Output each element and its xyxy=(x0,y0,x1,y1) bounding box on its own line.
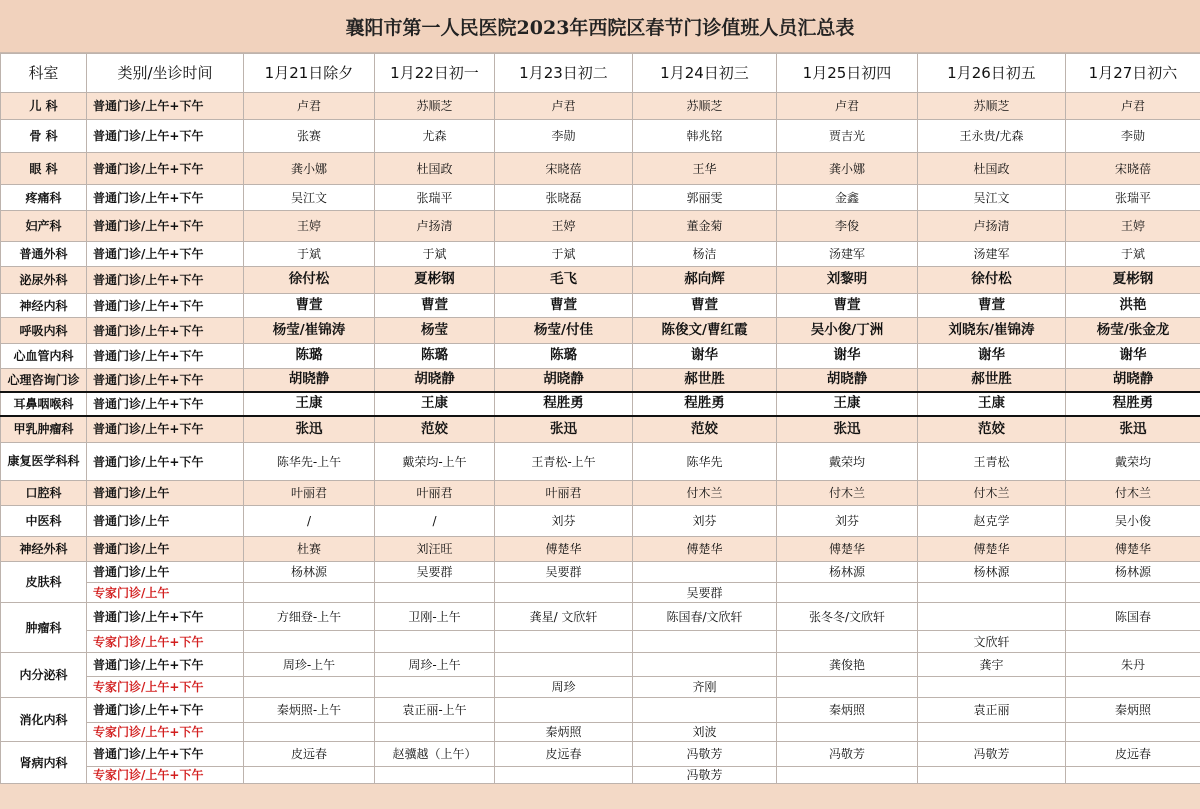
duty-cell: 朱丹 xyxy=(1066,653,1200,677)
duty-cell: 汤建军 xyxy=(918,242,1066,267)
duty-cell xyxy=(918,723,1066,742)
duty-cell: 齐刚 xyxy=(633,677,777,698)
duty-cell: 吴要群 xyxy=(495,562,633,583)
duty-cell: 谢华 xyxy=(1066,344,1200,369)
table-row xyxy=(1,185,1200,211)
duty-cell: 张晓磊 xyxy=(495,185,633,211)
header-row xyxy=(1,54,1200,93)
duty-cell xyxy=(495,631,633,653)
duty-cell: 陈华先 xyxy=(633,443,777,481)
department-cell: 骨 科 xyxy=(1,120,87,153)
table-row xyxy=(1,294,1200,318)
duty-cell: 张迅 xyxy=(777,416,918,443)
department-cell: 泌尿外科 xyxy=(1,267,87,294)
clinic-type-cell: 普通门诊/上午+下午 xyxy=(87,93,244,120)
duty-cell: 张瑞平 xyxy=(1066,185,1200,211)
duty-cell: 曹萱 xyxy=(633,294,777,318)
duty-cell: 龚俊艳 xyxy=(777,653,918,677)
duty-cell xyxy=(1066,723,1200,742)
table-row xyxy=(1,392,1200,416)
duty-cell: 胡晓静 xyxy=(375,369,495,392)
duty-cell: 胡晓静 xyxy=(495,369,633,392)
duty-cell: 刘芬 xyxy=(495,506,633,537)
duty-cell: 周珍-上午 xyxy=(244,653,375,677)
duty-cell xyxy=(1066,677,1200,698)
duty-cell xyxy=(633,653,777,677)
duty-cell: 陈俊文/曹红霞 xyxy=(633,318,777,344)
duty-cell: 王康 xyxy=(375,392,495,416)
duty-cell: 苏顺芝 xyxy=(633,93,777,120)
table-row xyxy=(1,153,1200,185)
duty-cell xyxy=(777,723,918,742)
clinic-type-cell: 专家门诊/上午+下午 xyxy=(87,631,244,653)
duty-cell: 方细登-上午 xyxy=(244,603,375,631)
department-cell: 儿 科 xyxy=(1,93,87,120)
table-row xyxy=(1,93,1200,120)
duty-cell xyxy=(633,698,777,723)
duty-cell: 吴要群 xyxy=(633,583,777,603)
table-row xyxy=(1,723,1200,742)
clinic-type-cell: 普通门诊/上午+下午 xyxy=(87,443,244,481)
duty-cell: 赵骥越（上午） xyxy=(375,742,495,767)
clinic-type-cell: 普通门诊/上午+下午 xyxy=(87,416,244,443)
clinic-type-cell: 普通门诊/上午+下午 xyxy=(87,318,244,344)
clinic-type-cell: 普通门诊/上午+下午 xyxy=(87,153,244,185)
clinic-type-cell: 普通门诊/上午+下午 xyxy=(87,369,244,392)
table-row xyxy=(1,242,1200,267)
clinic-type-cell: 普通门诊/上午+下午 xyxy=(87,211,244,242)
duty-cell: 张瑞平 xyxy=(375,185,495,211)
duty-cell: 卢君 xyxy=(495,93,633,120)
table-row xyxy=(1,562,1200,583)
duty-cell xyxy=(244,677,375,698)
duty-cell: 郭丽雯 xyxy=(633,185,777,211)
duty-cell: 王婷 xyxy=(1066,211,1200,242)
duty-cell: 于斌 xyxy=(375,242,495,267)
duty-cell: 卢君 xyxy=(1066,93,1200,120)
duty-cell: 陈璐 xyxy=(244,344,375,369)
duty-cell: 陈华先-上午 xyxy=(244,443,375,481)
duty-cell: 傅楚华 xyxy=(777,537,918,562)
duty-cell: 刘波 xyxy=(633,723,777,742)
duty-cell: 龚小娜 xyxy=(777,153,918,185)
duty-cell: 吴江文 xyxy=(244,185,375,211)
duty-cell: 范姣 xyxy=(375,416,495,443)
duty-cell: 皮远春 xyxy=(244,742,375,767)
duty-cell: 付木兰 xyxy=(1066,481,1200,506)
duty-cell: 卢君 xyxy=(244,93,375,120)
duty-cell: 徐付松 xyxy=(918,267,1066,294)
table-row xyxy=(1,369,1200,392)
clinic-type-cell: 普通门诊/上午+下午 xyxy=(87,267,244,294)
department-cell: 疼痛科 xyxy=(1,185,87,211)
clinic-type-cell: 普通门诊/上午+下午 xyxy=(87,242,244,267)
duty-cell: 杜国政 xyxy=(918,153,1066,185)
table-row xyxy=(1,653,1200,677)
department-cell: 康复医学科科 xyxy=(1,443,87,481)
duty-cell xyxy=(244,767,375,784)
duty-cell xyxy=(918,603,1066,631)
duty-cell: 苏顺芝 xyxy=(918,93,1066,120)
duty-cell: 叶丽君 xyxy=(375,481,495,506)
department-cell: 神经内科 xyxy=(1,294,87,318)
duty-cell xyxy=(1066,767,1200,784)
table-row xyxy=(1,344,1200,369)
clinic-type-cell: 普通门诊/上午+下午 xyxy=(87,185,244,211)
duty-cell: 杨林源 xyxy=(244,562,375,583)
duty-cell: 冯敬芳 xyxy=(633,767,777,784)
duty-cell: 谢华 xyxy=(918,344,1066,369)
department-cell: 眼 科 xyxy=(1,153,87,185)
duty-cell: 周珍-上午 xyxy=(375,653,495,677)
department-cell: 心理咨询门诊 xyxy=(1,369,87,392)
duty-cell: 冯敬芳 xyxy=(777,742,918,767)
duty-cell: 杜赛 xyxy=(244,537,375,562)
duty-cell: 冯敬芳 xyxy=(918,742,1066,767)
duty-cell: 张赛 xyxy=(244,120,375,153)
duty-cell: 陈国春/文欣轩 xyxy=(633,603,777,631)
table-row xyxy=(1,603,1200,631)
table-row xyxy=(1,120,1200,153)
clinic-type-cell: 普通门诊/上午 xyxy=(87,562,244,583)
duty-cell: 付木兰 xyxy=(918,481,1066,506)
department-cell: 肿瘤科 xyxy=(1,603,87,653)
duty-cell: 戴荣均 xyxy=(1066,443,1200,481)
table-row xyxy=(1,416,1200,443)
duty-cell: 张冬冬/文欣轩 xyxy=(777,603,918,631)
table-row xyxy=(1,742,1200,767)
duty-cell xyxy=(244,723,375,742)
duty-cell: 于斌 xyxy=(495,242,633,267)
duty-cell xyxy=(495,653,633,677)
duty-cell: 谢华 xyxy=(633,344,777,369)
column-header: 1月26日初五 xyxy=(918,54,1066,93)
duty-cell: 尤森 xyxy=(375,120,495,153)
duty-cell: 程胜勇 xyxy=(495,392,633,416)
table-row xyxy=(1,767,1200,784)
duty-cell: 曹萱 xyxy=(375,294,495,318)
duty-cell: 程胜勇 xyxy=(1066,392,1200,416)
duty-cell: 卢扬清 xyxy=(918,211,1066,242)
duty-cell: 张迅 xyxy=(1066,416,1200,443)
table-row xyxy=(1,481,1200,506)
column-header: 1月25日初四 xyxy=(777,54,918,93)
duty-cell: 郝世胜 xyxy=(918,369,1066,392)
duty-cell: 杨莹 xyxy=(375,318,495,344)
clinic-type-cell: 专家门诊/上午+下午 xyxy=(87,677,244,698)
duty-cell: 陈璐 xyxy=(375,344,495,369)
clinic-type-cell: 普通门诊/上午 xyxy=(87,481,244,506)
department-cell: 消化内科 xyxy=(1,698,87,742)
duty-cell xyxy=(375,631,495,653)
column-header: 类别/坐诊时间 xyxy=(87,54,244,93)
duty-cell: 傅楚华 xyxy=(918,537,1066,562)
clinic-type-cell: 普通门诊/上午+下午 xyxy=(87,344,244,369)
duty-cell: 刘芬 xyxy=(633,506,777,537)
duty-cell: 洪艳 xyxy=(1066,294,1200,318)
duty-table xyxy=(0,53,1200,784)
duty-cell: 周珍 xyxy=(495,677,633,698)
duty-cell: 傅楚华 xyxy=(1066,537,1200,562)
duty-cell xyxy=(777,677,918,698)
duty-cell: 夏彬钢 xyxy=(1066,267,1200,294)
clinic-type-cell: 普通门诊/上午+下午 xyxy=(87,653,244,677)
duty-cell: 龚星/ 文欣轩 xyxy=(495,603,633,631)
duty-cell: 卫刚-上午 xyxy=(375,603,495,631)
clinic-type-cell: 普通门诊/上午 xyxy=(87,537,244,562)
column-header: 科室 xyxy=(1,54,87,93)
duty-cell: 叶丽君 xyxy=(495,481,633,506)
table-row xyxy=(1,267,1200,294)
duty-cell xyxy=(244,583,375,603)
duty-cell: 苏顺芝 xyxy=(375,93,495,120)
duty-cell xyxy=(633,562,777,583)
duty-cell: 董金菊 xyxy=(633,211,777,242)
duty-cell: 王华 xyxy=(633,153,777,185)
duty-cell: 夏彬钢 xyxy=(375,267,495,294)
duty-cell: 戴荣均-上午 xyxy=(375,443,495,481)
duty-cell: 杨莹/崔锦涛 xyxy=(244,318,375,344)
table-row xyxy=(1,677,1200,698)
duty-cell: 戴荣均 xyxy=(777,443,918,481)
duty-cell: 袁正丽-上午 xyxy=(375,698,495,723)
department-cell: 中医科 xyxy=(1,506,87,537)
duty-cell xyxy=(918,767,1066,784)
clinic-type-cell: 专家门诊/上午+下午 xyxy=(87,723,244,742)
duty-cell xyxy=(777,631,918,653)
duty-cell: 韩兆铭 xyxy=(633,120,777,153)
duty-cell: 金鑫 xyxy=(777,185,918,211)
table-row xyxy=(1,506,1200,537)
duty-cell xyxy=(777,767,918,784)
table-row xyxy=(1,537,1200,562)
duty-cell: 李俊 xyxy=(777,211,918,242)
clinic-type-cell: 普通门诊/上午+下午 xyxy=(87,698,244,723)
duty-cell: 杨林源 xyxy=(1066,562,1200,583)
table-title: 襄阳市第一人民医院2023年西院区春节门诊值班人员汇总表 xyxy=(0,0,1200,53)
table-row xyxy=(1,443,1200,481)
duty-cell: 秦炳照 xyxy=(777,698,918,723)
duty-cell: 宋晓蓓 xyxy=(1066,153,1200,185)
duty-cell: 王婷 xyxy=(244,211,375,242)
clinic-type-cell: 普通门诊/上午+下午 xyxy=(87,742,244,767)
duty-cell: 李勋 xyxy=(495,120,633,153)
department-cell: 皮肤科 xyxy=(1,562,87,603)
duty-cell: 叶丽君 xyxy=(244,481,375,506)
clinic-type-cell: 普通门诊/上午+下午 xyxy=(87,603,244,631)
duty-cell: 杨林源 xyxy=(777,562,918,583)
table-row xyxy=(1,318,1200,344)
duty-cell xyxy=(495,698,633,723)
duty-cell: 吴江文 xyxy=(918,185,1066,211)
duty-cell: 付木兰 xyxy=(633,481,777,506)
duty-cell: 王青松 xyxy=(918,443,1066,481)
duty-cell: / xyxy=(375,506,495,537)
department-cell: 心血管内科 xyxy=(1,344,87,369)
duty-cell: 宋晓蓓 xyxy=(495,153,633,185)
department-cell: 妇产科 xyxy=(1,211,87,242)
duty-cell: 袁正丽 xyxy=(918,698,1066,723)
duty-cell: 文欣轩 xyxy=(918,631,1066,653)
duty-cell: 于斌 xyxy=(1066,242,1200,267)
column-header: 1月24日初三 xyxy=(633,54,777,93)
duty-cell: 冯敬芳 xyxy=(633,742,777,767)
duty-cell: 秦炳照 xyxy=(1066,698,1200,723)
clinic-type-cell: 普通门诊/上午+下午 xyxy=(87,120,244,153)
duty-cell: 郝世胜 xyxy=(633,369,777,392)
duty-cell: 秦炳照 xyxy=(495,723,633,742)
duty-cell: 吴小俊 xyxy=(1066,506,1200,537)
duty-cell: / xyxy=(244,506,375,537)
duty-cell xyxy=(918,677,1066,698)
duty-cell: 程胜勇 xyxy=(633,392,777,416)
duty-cell: 范姣 xyxy=(918,416,1066,443)
table-row xyxy=(1,631,1200,653)
duty-cell: 吴要群 xyxy=(375,562,495,583)
duty-cell: 傅楚华 xyxy=(495,537,633,562)
duty-cell: 张迅 xyxy=(244,416,375,443)
department-cell: 呼吸内科 xyxy=(1,318,87,344)
duty-cell: 胡晓静 xyxy=(777,369,918,392)
duty-cell: 杨洁 xyxy=(633,242,777,267)
clinic-type-cell: 普通门诊/上午+下午 xyxy=(87,294,244,318)
department-cell: 耳鼻咽喉科 xyxy=(1,392,87,416)
column-header: 1月21日除夕 xyxy=(244,54,375,93)
duty-cell: 王康 xyxy=(777,392,918,416)
duty-cell xyxy=(375,677,495,698)
duty-cell: 皮远春 xyxy=(495,742,633,767)
clinic-type-cell: 普通门诊/上午+下午 xyxy=(87,392,244,416)
duty-cell: 陈国春 xyxy=(1066,603,1200,631)
duty-cell: 卢扬清 xyxy=(375,211,495,242)
duty-cell: 杨莹/张金龙 xyxy=(1066,318,1200,344)
duty-cell: 王康 xyxy=(244,392,375,416)
duty-cell: 汤建军 xyxy=(777,242,918,267)
duty-cell: 刘晓东/崔锦涛 xyxy=(918,318,1066,344)
duty-cell: 秦炳照-上午 xyxy=(244,698,375,723)
duty-cell: 毛飞 xyxy=(495,267,633,294)
duty-cell: 龚小娜 xyxy=(244,153,375,185)
duty-cell: 于斌 xyxy=(244,242,375,267)
duty-cell: 李勋 xyxy=(1066,120,1200,153)
duty-cell xyxy=(375,583,495,603)
department-cell: 口腔科 xyxy=(1,481,87,506)
duty-cell xyxy=(244,631,375,653)
duty-cell: 曹萱 xyxy=(495,294,633,318)
duty-cell: 张迅 xyxy=(495,416,633,443)
duty-cell: 傅楚华 xyxy=(633,537,777,562)
duty-cell: 曹萱 xyxy=(918,294,1066,318)
duty-cell xyxy=(918,583,1066,603)
table-row xyxy=(1,698,1200,723)
duty-cell: 贾吉光 xyxy=(777,120,918,153)
column-header: 1月22日初一 xyxy=(375,54,495,93)
duty-cell xyxy=(375,723,495,742)
duty-cell: 卢君 xyxy=(777,93,918,120)
duty-cell xyxy=(375,767,495,784)
duty-cell: 王婷 xyxy=(495,211,633,242)
duty-cell: 胡晓静 xyxy=(244,369,375,392)
clinic-type-cell: 专家门诊/上午 xyxy=(87,583,244,603)
clinic-type-cell: 专家门诊/上午+下午 xyxy=(87,767,244,784)
department-cell: 普通外科 xyxy=(1,242,87,267)
duty-cell xyxy=(777,583,918,603)
duty-cell: 吴小俊/丁洲 xyxy=(777,318,918,344)
duty-cell: 刘汪旺 xyxy=(375,537,495,562)
department-cell: 肾病内科 xyxy=(1,742,87,784)
duty-cell xyxy=(633,631,777,653)
duty-cell: 胡晓静 xyxy=(1066,369,1200,392)
duty-cell: 赵克学 xyxy=(918,506,1066,537)
department-cell: 神经外科 xyxy=(1,537,87,562)
duty-cell: 杨林源 xyxy=(918,562,1066,583)
table-row xyxy=(1,211,1200,242)
column-header: 1月27日初六 xyxy=(1066,54,1200,93)
duty-cell: 龚宇 xyxy=(918,653,1066,677)
duty-cell: 曹萱 xyxy=(777,294,918,318)
duty-cell: 王青松-上午 xyxy=(495,443,633,481)
table-row xyxy=(1,583,1200,603)
duty-cell: 刘黎明 xyxy=(777,267,918,294)
duty-cell xyxy=(1066,583,1200,603)
duty-cell: 徐付松 xyxy=(244,267,375,294)
duty-cell: 杜国政 xyxy=(375,153,495,185)
duty-cell: 皮远春 xyxy=(1066,742,1200,767)
clinic-type-cell: 普通门诊/上午 xyxy=(87,506,244,537)
duty-cell: 刘芬 xyxy=(777,506,918,537)
duty-cell: 陈璐 xyxy=(495,344,633,369)
duty-cell: 杨莹/付佳 xyxy=(495,318,633,344)
duty-cell xyxy=(1066,631,1200,653)
department-cell: 甲乳肿瘤科 xyxy=(1,416,87,443)
duty-cell: 范姣 xyxy=(633,416,777,443)
duty-cell: 谢华 xyxy=(777,344,918,369)
column-header: 1月23日初二 xyxy=(495,54,633,93)
duty-cell: 付木兰 xyxy=(777,481,918,506)
duty-cell: 郝向辉 xyxy=(633,267,777,294)
duty-cell: 王永贵/尤森 xyxy=(918,120,1066,153)
duty-cell xyxy=(495,583,633,603)
duty-cell: 王康 xyxy=(918,392,1066,416)
duty-cell xyxy=(495,767,633,784)
duty-cell: 曹萱 xyxy=(244,294,375,318)
department-cell: 内分泌科 xyxy=(1,653,87,698)
